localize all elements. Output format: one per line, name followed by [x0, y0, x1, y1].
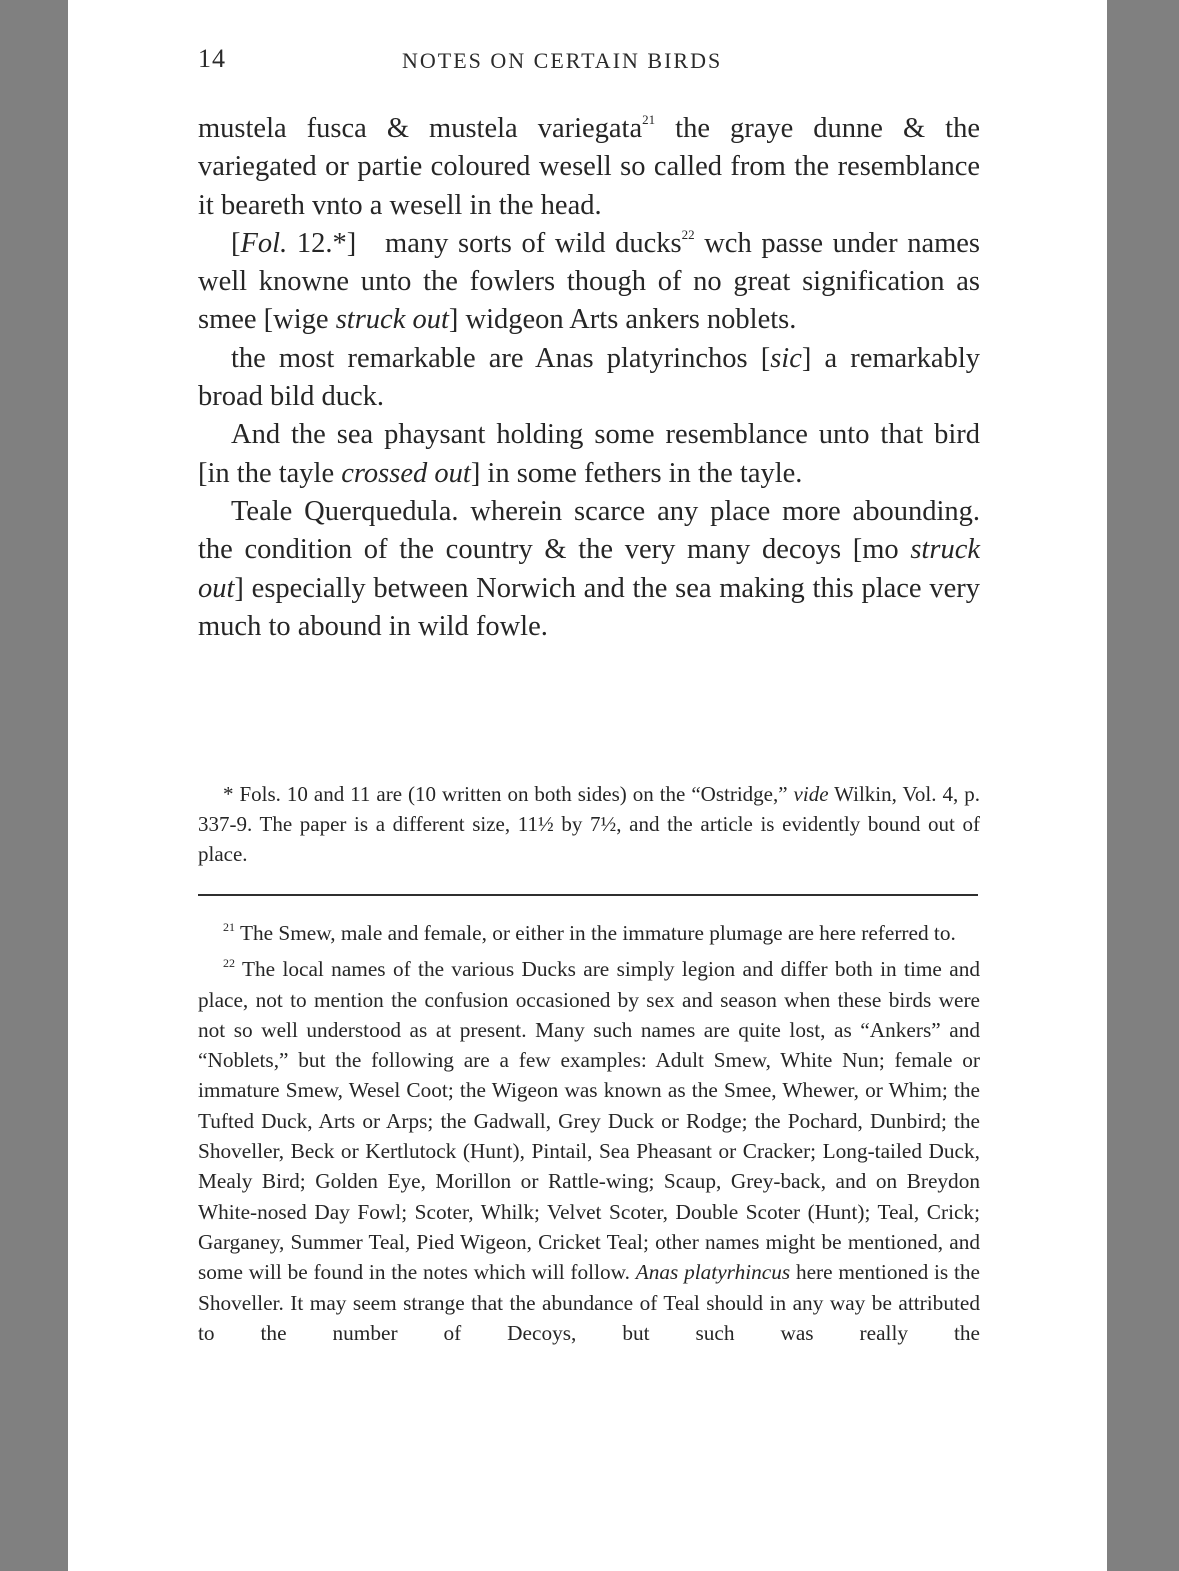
editorial-note: crossed out: [341, 457, 471, 489]
footnote-number: 22: [223, 956, 235, 971]
text-span: many sorts of wild ducks: [356, 227, 682, 259]
bracket: [: [231, 227, 241, 259]
footnote-ref-22: 22: [681, 226, 695, 242]
text-span: wch passe under names well knowne unto the fowlers though of no great signification as smee [wige: [198, 227, 981, 336]
text-span: ] a remarkably broad bild duck.: [198, 342, 980, 413]
text-span: ] in some fethers in the tayle.: [470, 457, 803, 489]
italic-term: vide: [793, 782, 829, 806]
text-span: Teale Querquedula. wherein scarce any place more abounding. the condition of the country & the very many decoys [mo: [198, 495, 980, 566]
footnote-divider: [198, 894, 978, 896]
footnote-22: [198, 954, 980, 1348]
footnote-21: [198, 918, 980, 948]
text-span: * Fols. 10 and 11 are (10 written on both sides) on the “Ostridge,”: [223, 782, 794, 806]
editorial-note: struck out: [198, 534, 980, 604]
text-span: Wilkin, Vol. 4, p. 337-9. The paper is a different size, 11½ by 7½, and the article is evidently bound out of place.: [198, 782, 980, 866]
footnote-ref-21: 21: [642, 112, 656, 127]
footnote-text: here mentioned is the Shoveller. It may seem strange that the abundance of Teal should in any way be attributed to the number of Decoys, but such was really the: [198, 1260, 980, 1345]
text-span: And the sea phaysant holding some resemblance unto that bird [in the tayle: [198, 419, 980, 489]
editorial-note: sic: [770, 342, 802, 374]
text-span: ] widgeon Arts ankers noblets.: [448, 304, 797, 336]
page-number: 14: [198, 44, 226, 73]
text-span: the most remarkable are Anas platyrinchos [: [231, 342, 771, 374]
footnote-text: The local names of the various Ducks are simply legion and differ both in time and place, not to mention the confusion occasioned by sex and season when these birds were not so well understood as at present. Many such names are quite lost, as “Ankers” and “Noblets,” but the following are a few examples: Adult Smew, White Nun; female or immature Smew, Wesel Coot; the Wigeon was known as the Smee, Whewer, or Whim; the Tufted Duck, Arts or Arps; the Gadwall, Grey Duck or Rodge; the Pochard, Dunbird; the Shoveller, Beck or Kertlutock (Hunt), Pintail, Sea Pheasant or Cracker; Long-tailed Duck, Mealy Bird; Golden Eye, Morillon or Rattle-wing; Scaup, Grey-back, and on Breydon White-nosed Day Fowl; Scoter, Whilk; Velvet Scoter, Double Scoter (Hunt); Teal, Crick; Garganey, Summer Teal, Pied Wigeon, Cricket Teal; other names might be mentioned, and some will be found in the notes which will follow.: [198, 957, 980, 1285]
footnote-text: The Smew, male and female, or either in the immature plumage are here referred to.: [235, 921, 956, 945]
asterisk-note: [198, 779, 980, 869]
italic-term: Anas platyrhincus: [635, 1260, 791, 1285]
asterisk-note-text: [198, 779, 980, 869]
paragraph-5: [198, 493, 980, 646]
paragraph-3: [198, 340, 980, 417]
page-header: [198, 44, 980, 80]
text-span: ] especially between Norwich and the sea making this place very much to abound in wild fowle.: [198, 572, 980, 642]
running-head: NOTES ON CERTAIN BIRDS: [402, 48, 723, 73]
paragraph-2: [198, 225, 980, 340]
folio-label: Fol.: [240, 227, 288, 259]
footnote-number: 21: [223, 920, 235, 934]
main-text: [198, 110, 980, 646]
text-span: mustela fusca & mustela variegata: [198, 113, 643, 144]
text-span: the graye dunne & the variegated or partie coloured wesell so called from the resemblance it beareth vnto a wesell in the head.: [198, 113, 980, 221]
editorial-note: struck out: [335, 304, 449, 336]
book-page: [68, 0, 1107, 1571]
paragraph-1: [198, 110, 980, 225]
paragraph-4: [198, 416, 980, 493]
footnotes: [198, 918, 980, 1354]
folio-number: 12.*]: [287, 227, 357, 259]
